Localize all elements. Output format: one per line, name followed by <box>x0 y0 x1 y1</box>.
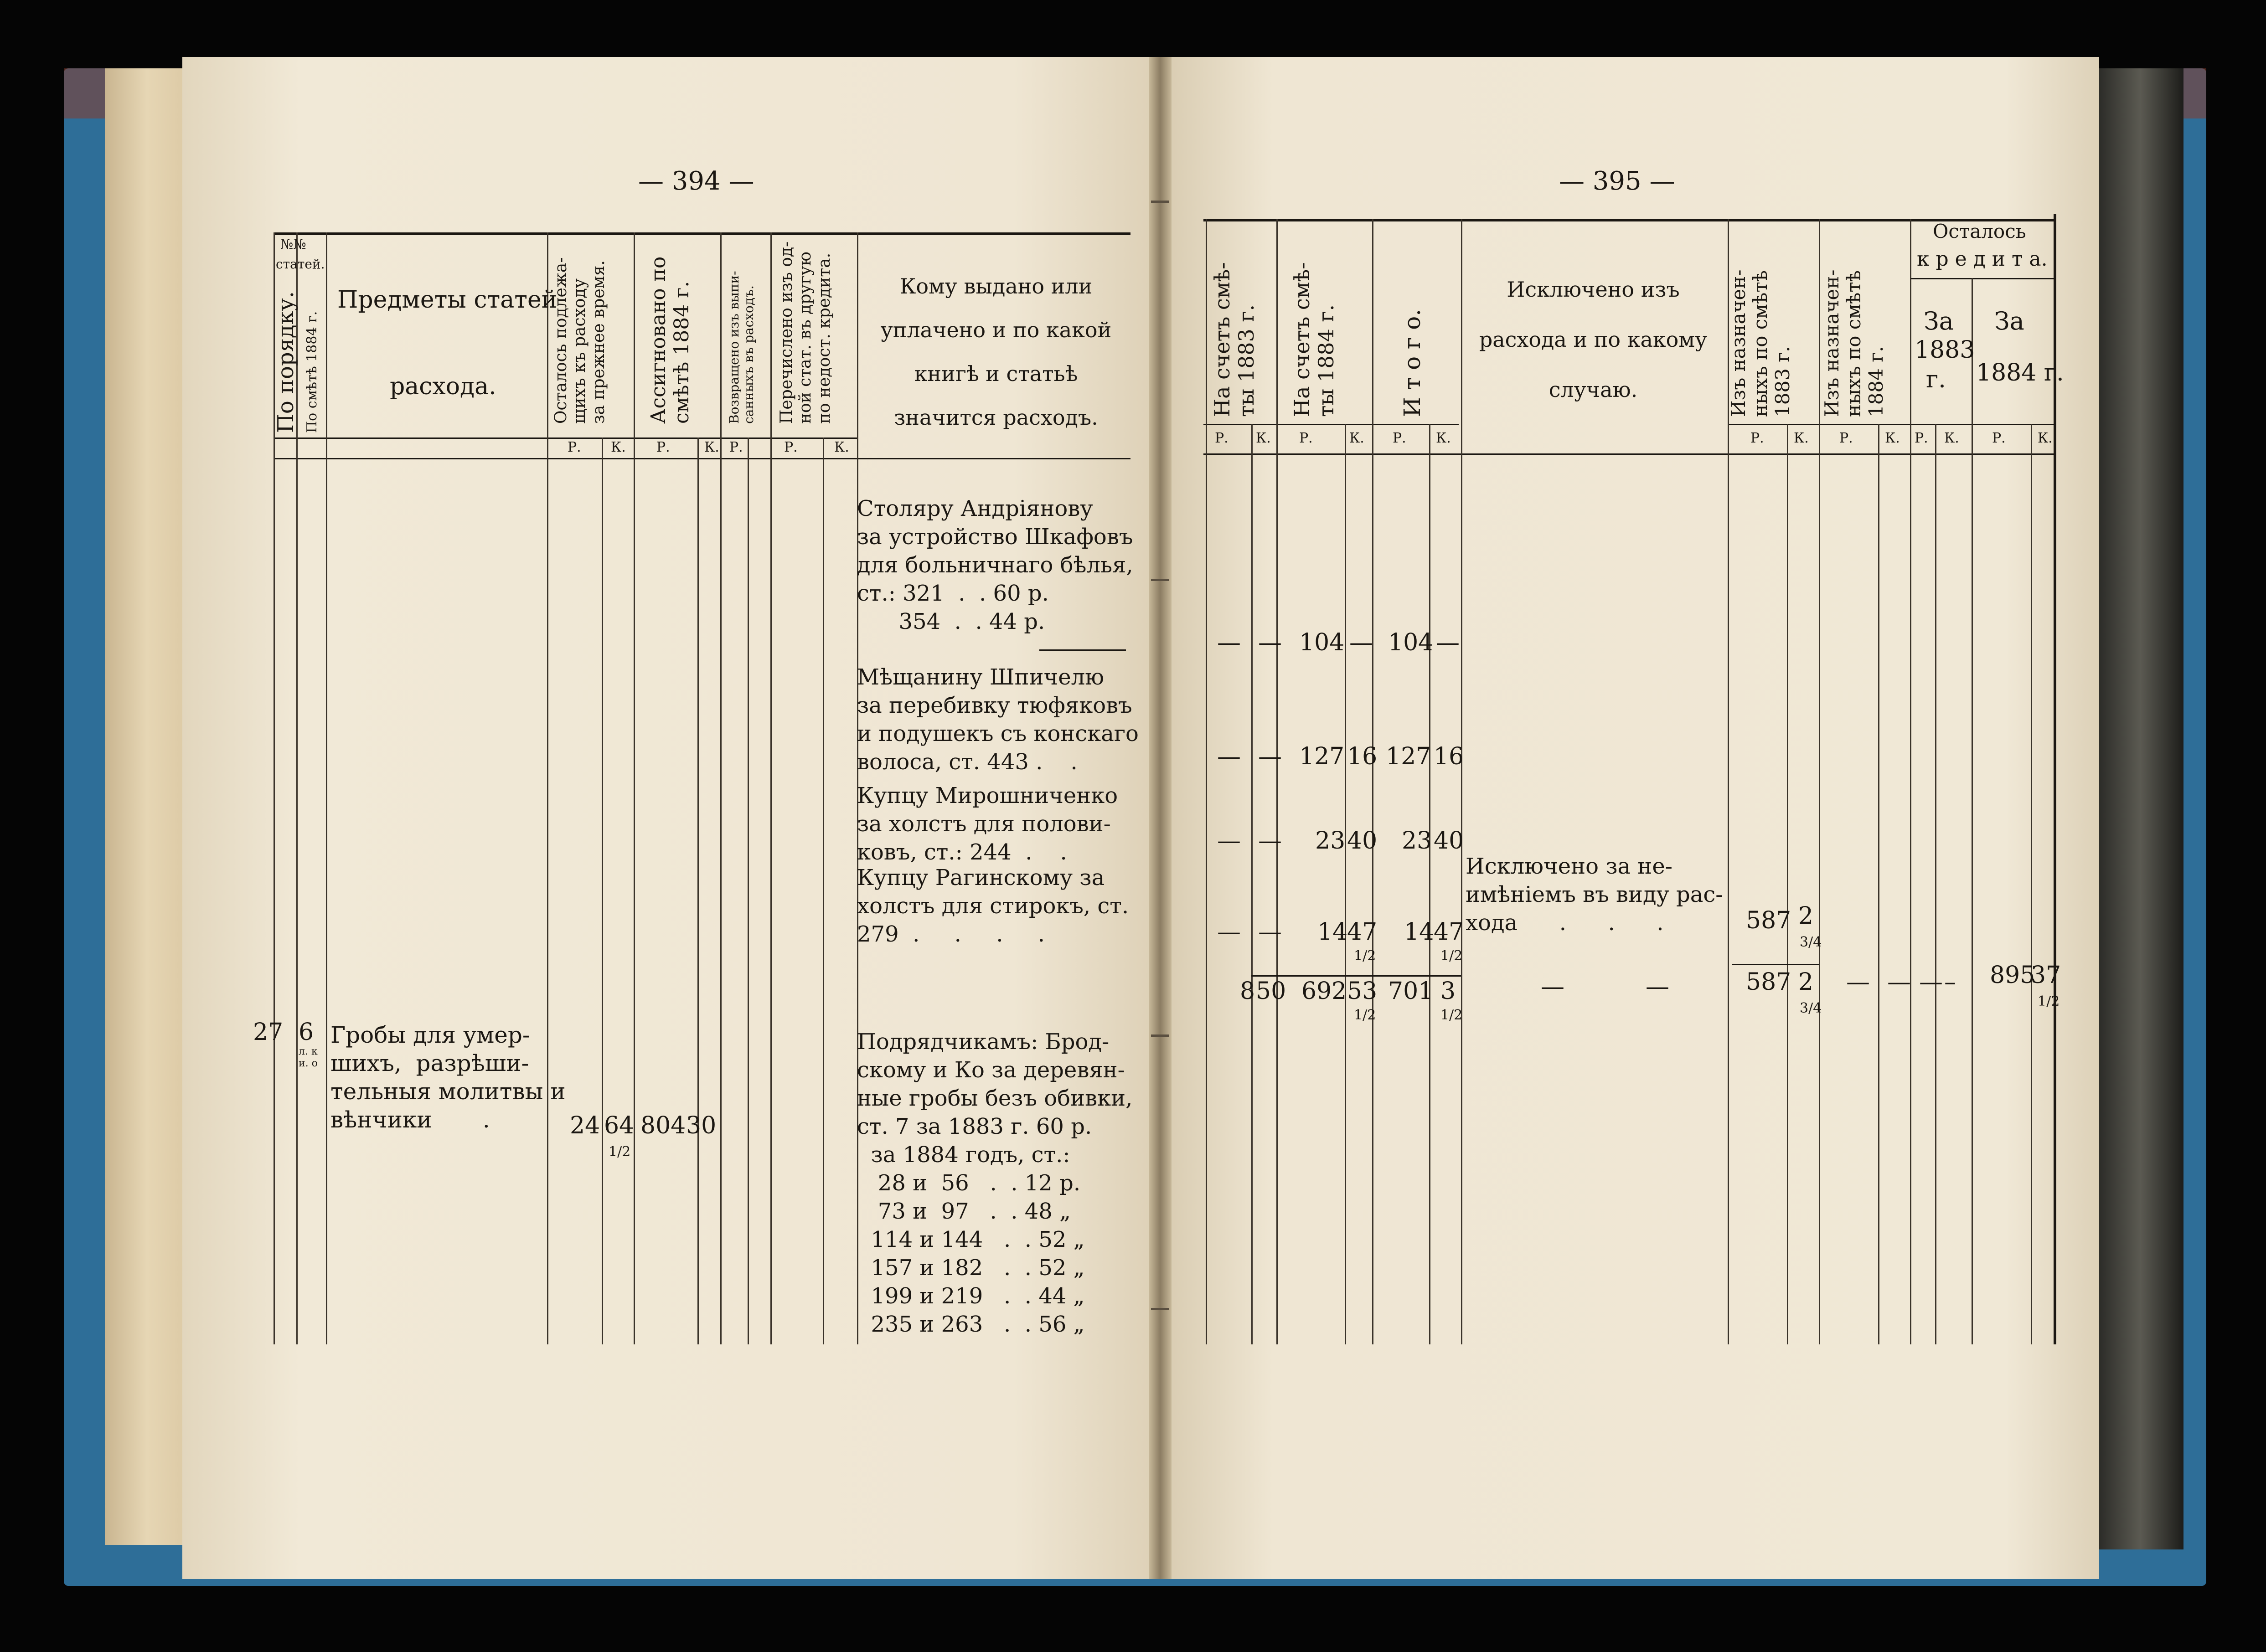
page-number-right: — 395 — <box>1559 166 1675 196</box>
entry-shpichel: Мѣщанину Шпичелю за перебивку тюфяковъ и подушекъ съ конскаго волоса, ст. 443 . . <box>857 664 1139 775</box>
cell: — <box>1258 918 1282 946</box>
entry-podryadchiki: Подрядчикамъ: Брод- скому и Ко за деревян- ные гробы безъ обивки, ст. 7 за 1883 г. 60 р. за 1884 годъ, ст.: 28 и 56 . . 12 р. 73 и 97 . . 48 „ 114 и 144 . . 52 „ 157 и 182 . . 52 „ 199 и 219 . . 44 „ 235 и 263 . . 56 „ <box>857 1029 1133 1337</box>
rk-rule <box>1203 424 1459 425</box>
header-r: Р. <box>1750 430 1764 446</box>
col-rule <box>1429 424 1430 1344</box>
col-rule <box>602 437 603 1344</box>
header-iz-1883: Изъ назначен- ныхъ по смѣтѣ 1883 г. <box>1727 269 1794 417</box>
cell: 23 <box>1315 827 1346 854</box>
header-r: Р. <box>1839 430 1853 446</box>
entry-miroshnichenko: Купцу Мирошниченко за холстъ для полови- ковъ, ст.: 244 . . <box>857 783 1118 865</box>
assign-r: 804 <box>640 1112 686 1139</box>
cell: 50 <box>1256 978 1286 1005</box>
cell: 40 <box>1434 827 1464 854</box>
cell: – <box>1944 968 1956 996</box>
cell: — <box>1646 973 1669 1000</box>
cell: 16 <box>1347 743 1378 770</box>
excl-k: 2 <box>1798 902 1814 930</box>
col-rule <box>1787 424 1788 1344</box>
col-rule <box>720 232 722 1344</box>
article-name: Гробы для умер- шихъ, разрѣши- тельныя молитвы и вѣнчики . <box>330 1022 566 1133</box>
header-po-smete: По смѣтѣ 1884 г. <box>304 311 320 433</box>
article-sub: л. к и. о <box>299 1046 318 1069</box>
total-rule <box>1251 975 1461 977</box>
header-za-1883: За <box>1924 307 1954 335</box>
cell: 104 <box>1299 629 1345 656</box>
col-rule <box>1910 219 1911 1344</box>
col-rule <box>547 232 548 1344</box>
header-k: К. <box>1436 430 1451 446</box>
header-year-1884: 1884 г. <box>1976 359 2064 386</box>
header-ostalos: Осталось <box>1933 220 2026 242</box>
header-bottom-rule <box>274 458 1130 459</box>
col-rule <box>1206 219 1207 1344</box>
cell: — <box>1436 629 1460 656</box>
excl-r: 587 <box>1746 907 1791 934</box>
header-na-schet-1884: На счетъ смѣ- ты 1884 г. <box>1290 262 1338 417</box>
binding-stitch <box>1151 201 1169 203</box>
col-rule <box>823 437 824 1344</box>
binding-stitch <box>1151 1308 1169 1310</box>
header-predmety: Предметы статей <box>337 286 557 314</box>
binding-stitch <box>1151 579 1169 581</box>
header-raskhoda: расхода. <box>390 373 496 400</box>
header-statei: статей. <box>276 257 325 272</box>
header-k: К. <box>1885 430 1900 446</box>
cell: — <box>1919 968 1943 996</box>
cell: 23 <box>1402 827 1432 854</box>
binding-stitch <box>1151 1034 1169 1037</box>
ostalos-r: 24 <box>570 1112 600 1139</box>
header-po-poryadku: По порядку. <box>273 291 299 433</box>
cell: — <box>1217 918 1241 946</box>
col-rule <box>748 437 749 1344</box>
header-k: К. <box>1349 430 1364 446</box>
cell: 2 <box>1798 968 1814 996</box>
cell: 14 <box>1404 918 1435 946</box>
kredit-rule <box>1910 278 2056 279</box>
article-number: 27 <box>253 1019 284 1046</box>
header-r: Р. <box>1393 430 1406 446</box>
header-k: К. <box>2038 430 2053 446</box>
ostalos-k: 64 <box>604 1112 635 1139</box>
cell-frac: 1/2 <box>1354 948 1376 964</box>
cell: — <box>1217 827 1241 854</box>
col-rule <box>1935 424 1936 1344</box>
rk-rule <box>1728 424 2056 425</box>
ostalos-frac: 1/2 <box>609 1144 631 1160</box>
cell: 127 <box>1386 743 1431 770</box>
col-rule <box>326 232 327 1344</box>
header-r: Р. <box>784 439 798 455</box>
table-top-rule <box>1203 219 2056 221</box>
header-r: Р. <box>656 439 670 455</box>
col-rule <box>634 232 635 1344</box>
cell-frac: 1/2 <box>2038 993 2060 1009</box>
cell: — <box>1258 743 1282 770</box>
header-na-schet-1883: На счетъ смѣ- ты 1883 г. <box>1210 262 1259 417</box>
assign-k: 30 <box>686 1112 717 1139</box>
exclusion-text: Исключено за не- имѣніемъ въ виду рас- хода . . . <box>1466 854 1723 936</box>
header-nn: №№ <box>280 237 306 252</box>
entry-raginsky: Купцу Рагинскому за холстъ для стирокъ, ст. 279 . . . . <box>857 865 1129 947</box>
cell: 14 <box>1317 918 1348 946</box>
cell: 53 <box>1347 978 1378 1005</box>
cell: 3 <box>1440 978 1456 1005</box>
header-r: Р. <box>1215 430 1228 446</box>
cell: 47 <box>1347 918 1378 946</box>
header-itogo: И т о г о. <box>1399 309 1425 417</box>
header-k: К. <box>611 439 626 455</box>
cell: 104 <box>1388 629 1434 656</box>
cell: 40 <box>1347 827 1378 854</box>
cell-frac: 1/2 <box>1440 948 1463 964</box>
header-kredita: к р е д и т а. <box>1917 247 2048 271</box>
cell: 47 <box>1434 918 1464 946</box>
col-rule <box>1461 219 1462 1344</box>
header-g: г. <box>1926 366 1946 393</box>
cell-frac: 3/4 <box>1800 1000 1822 1016</box>
book-gutter <box>1149 57 1172 1579</box>
header-ostalos: Осталось подлежа- щихъ къ расходу за прежнее время. <box>552 257 608 424</box>
header-r: Р. <box>568 439 581 455</box>
header-isklyucheno: Исключено изъ расхода и по какому случаю. <box>1479 277 1708 402</box>
header-bottom-rule <box>1203 453 2056 455</box>
cell: 701 <box>1388 978 1434 1005</box>
col-rule <box>697 437 699 1344</box>
header-za-1884: За <box>1994 307 2024 335</box>
col-rule <box>2031 424 2032 1344</box>
cell: 692 <box>1301 978 1347 1005</box>
header-r: Р. <box>1992 430 2006 446</box>
col-rule <box>1972 278 1973 1344</box>
table-top-rule <box>274 232 1130 235</box>
header-year-1883: 1883 <box>1915 336 1975 364</box>
cell: — <box>1887 968 1911 996</box>
header-r: Р. <box>1299 430 1313 446</box>
cell: — <box>1258 629 1282 656</box>
col-rule <box>1819 219 1820 1344</box>
col-rule <box>1251 424 1253 1344</box>
header-k: К. <box>1944 430 1959 446</box>
cell: 8 <box>1240 978 1255 1005</box>
cell: 587 <box>1746 968 1791 996</box>
cell-frac: 1/2 <box>1440 1007 1463 1023</box>
col-rule <box>1345 424 1346 1344</box>
cell: — <box>1349 629 1373 656</box>
header-iz-1884: Изъ назначен- ныхъ по смѣтѣ 1884 г. <box>1821 269 1887 417</box>
cell: — <box>1217 629 1241 656</box>
page-number-left: — 394 — <box>638 166 754 196</box>
col-rule <box>770 232 772 1344</box>
cell: — <box>1258 827 1282 854</box>
header-k: К. <box>1794 430 1809 446</box>
entry-divider <box>1039 649 1126 651</box>
cell: — <box>1217 743 1241 770</box>
article-smeta-number: 6 <box>299 1019 314 1046</box>
cell: — <box>1846 968 1870 996</box>
header-vozvrashcheno: Возвращено изъ выпи- санныхъ въ расходъ. <box>727 271 757 424</box>
cell: 895 <box>1990 962 2035 989</box>
col-rule <box>1276 219 1278 1344</box>
header-k: К. <box>704 439 719 455</box>
header-r: Р. <box>729 439 743 455</box>
cell: 37 <box>2031 962 2061 989</box>
header-assignovano: Ассигновано по смѣтѣ 1884 г. <box>647 256 693 424</box>
header-komu: Кому выдано или уплачено и по какой книгѣ и статьѣ значится расходъ. <box>880 274 1112 430</box>
cell: 127 <box>1299 743 1345 770</box>
entry-andrianov: Столяру Андріянову за устройство Шкафовъ для больничнаго бѣлья, ст.: 321 . . 60 р. 354 . . 44 р. <box>857 496 1133 634</box>
col-rule <box>1878 424 1879 1344</box>
col-rule <box>1372 219 1373 1344</box>
rk-rule <box>274 437 857 439</box>
cell-frac: 1/2 <box>1354 1007 1376 1023</box>
header-k: К. <box>1256 430 1271 446</box>
total-rule <box>1732 964 1819 965</box>
header-k: К. <box>834 439 849 455</box>
cell: — <box>1541 973 1564 1000</box>
header-r: Р. <box>1915 430 1928 446</box>
header-pereschisleno: Перечислено изъ од- ной стат. въ другую по недост. кредита. <box>777 241 834 424</box>
excl-frac: 3/4 <box>1800 934 1822 950</box>
cell: 16 <box>1434 743 1464 770</box>
page-block-right <box>2097 68 2183 1549</box>
